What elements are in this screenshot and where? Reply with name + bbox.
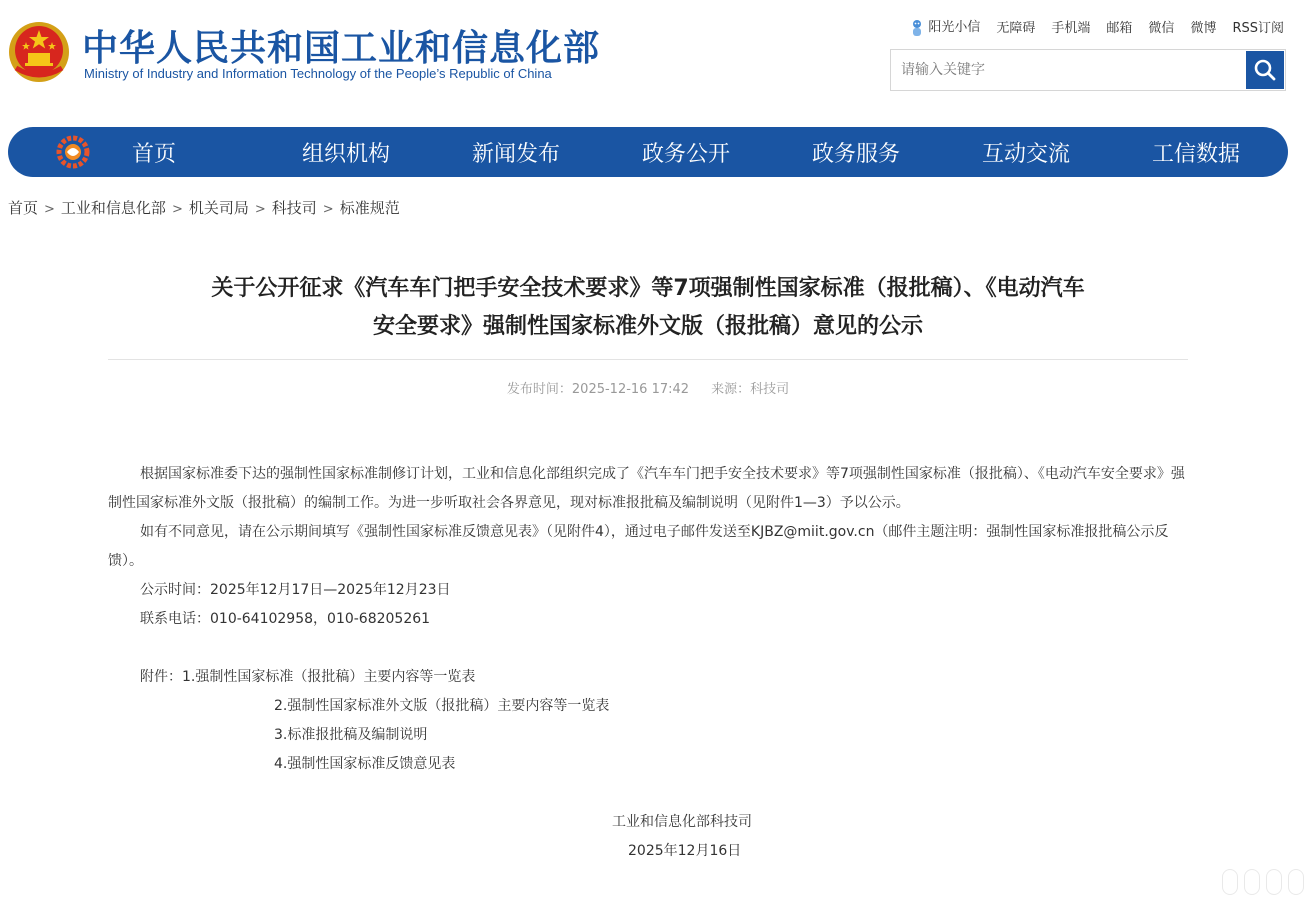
breadcrumb-departments[interactable]: 机关司局 [188,199,249,217]
top-link-weibo[interactable]: 微博 [1190,20,1217,36]
site-title[interactable]: 中华人民共和国工业和信息化部 [82,28,601,69]
breadcrumb-separator: > [254,202,266,217]
watermark-mark [1288,869,1304,895]
article-content [108,460,1190,866]
paragraph-feedback: 如有不同意见，请在公示期间填写《强制性国家标准反馈意见表》（见附件4），通过电子邮件发送至KJBZ@miit.gov.cn（邮件主题注明：强制性国家标准报批稿公示反馈）。 [108,524,1169,569]
top-link-label: 阳光小信 [928,20,981,35]
top-link-mail[interactable]: 邮箱 [1106,20,1133,36]
source-label: 来源： [711,382,751,397]
top-link-sunshine[interactable] [910,16,980,37]
nav-item-data[interactable]: 工信数据 [1152,141,1241,167]
mascot-icon [910,19,924,37]
search-box [890,49,1286,91]
nav-item-interaction[interactable]: 互动交流 [982,141,1071,167]
paragraph-intro: 根据国家标准委下达的强制性国家标准制修订计划，工业和信息化部组织完成了《汽车车门把手安全技术要求》等7项强制性国家标准（报批稿）、《电动汽车安全要求》强制性国家标准外文版（报批稿）的编制工作。为进一步听取社会各界意见，现对标准报批稿及编制说明（见附件1—3）予以公示。 [108,466,1185,511]
top-link-wechat[interactable]: 微信 [1148,20,1175,36]
breadcrumb-separator: > [171,202,183,217]
nav-item-gov-services[interactable]: 政务服务 [812,141,901,167]
publish-time: 2025-12-16 17:42 [571,382,690,397]
nav-items [132,127,1312,177]
national-emblem-icon[interactable] [8,20,70,84]
site-title-english: Ministry of Industry and Information Technology of the People’s Republic of China [84,66,552,81]
attachment-3[interactable]: 3.标准报批稿及编制说明 [274,727,428,743]
watermark-mark [1266,869,1282,895]
nav-item-gov-affairs[interactable]: 政务公开 [642,141,731,167]
main-nav [8,127,1288,177]
ministry-logo-icon[interactable] [56,135,90,169]
top-links [910,16,1284,37]
attachment-1[interactable]: 附件：1.强制性国家标准（报批稿）主要内容等一览表 [140,669,476,685]
publish-label: 发布时间： [506,382,572,397]
breadcrumb [8,197,400,218]
breadcrumb-ministry[interactable]: 工业和信息化部 [60,199,166,217]
attachment-2[interactable]: 2.强制性国家标准外文版（报批稿）主要内容等一览表 [274,698,610,714]
article-title [108,270,1188,346]
contact-phone: 联系电话：010-64102958，010-68205261 [140,611,431,627]
search-icon [1253,58,1277,82]
article-meta [108,378,1188,397]
nav-item-organization[interactable]: 组织机构 [302,141,391,167]
watermark-mark [1244,869,1260,895]
watermark [1222,869,1304,895]
article-title-line1: 关于公开征求《汽车车门把手安全技术要求》等7项强制性国家标准（报批稿）、《电动汽车 [211,276,1085,301]
breadcrumb-separator: > [322,202,334,217]
breadcrumb-separator: > [44,202,55,217]
source-value: 科技司 [750,382,790,397]
signature-date: 2025年12月16日 [628,843,742,859]
breadcrumb-standards[interactable]: 标准规范 [339,199,400,217]
nav-item-news[interactable]: 新闻发布 [472,141,561,167]
breadcrumb-home[interactable]: 首页 [8,199,39,217]
title-divider [108,359,1188,360]
search-input[interactable] [891,50,1245,90]
signature: 工业和信息化部科技司 [612,814,752,830]
breadcrumb-tech-dept[interactable]: 科技司 [271,199,317,217]
search-button[interactable] [1246,51,1284,89]
notice-period: 公示时间：2025年12月17日—2025年12月23日 [140,582,451,598]
nav-item-home[interactable]: 首页 [132,141,177,167]
attachment-4[interactable]: 4.强制性国家标准反馈意见表 [274,756,456,772]
top-link-mobile[interactable]: 手机端 [1051,20,1091,36]
watermark-mark [1222,869,1238,895]
article-title-line2: 安全要求》强制性国家标准外文版（报批稿）意见的公示 [372,314,923,339]
site-header [0,0,1312,120]
top-link-rss[interactable]: RSS订阅 [1232,20,1284,36]
top-link-accessibility[interactable]: 无障碍 [996,20,1036,36]
